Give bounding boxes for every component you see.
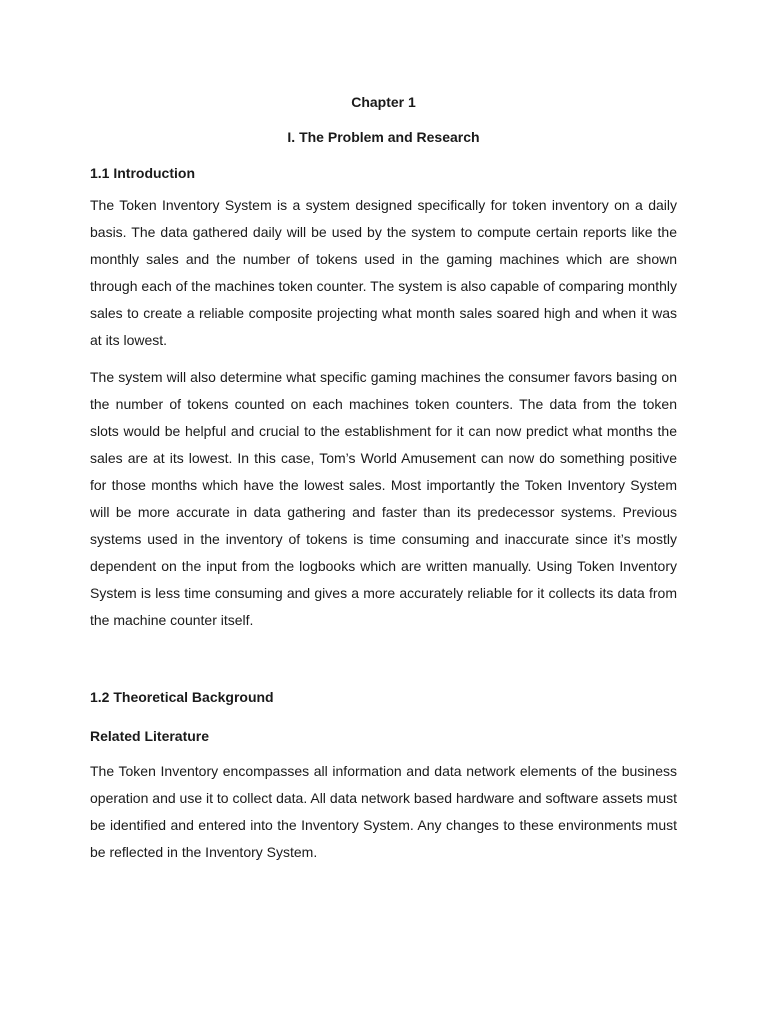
part-title: I. The Problem and Research — [287, 129, 480, 145]
related-literature-paragraph-1: The Token Inventory encompasses all information and data network elements of the business operation and use it to collect data. All data network based hardware and software assets must be identified and entered into the Inventory System. Any changes to these environments must be reflected in the Inventory System. — [90, 763, 677, 860]
section-heading-introduction: 1.1 Introduction — [90, 165, 195, 181]
introduction-paragraph-1: The Token Inventory System is a system designed specifically for token inventory on a daily basis. The data gathered daily will be used by the system to compute certain reports like the monthly sales and the number of tokens used in the gaming machines which are shown through each of the machines token counter. The system is also capable of comparing monthly sales to create a reliable composite projecting what month sales soared high and when it was at its lowest. — [90, 197, 677, 348]
chapter-title: Chapter 1 — [351, 94, 416, 110]
subheading-related-literature: Related Literature — [90, 728, 210, 744]
section-heading-theoretical-background: 1.2 Theoretical Background — [90, 689, 274, 705]
document-body — [90, 92, 677, 866]
introduction-paragraph-2: The system will also determine what specific gaming machines the consumer favors basing on the number of tokens counted on each machines token counters. The data from the token slots would be helpful and crucial to the establishment for it can now predict what months the sales are at its lowest. In this case, Tom’s World Amusement can now do something positive for those months which have the lowest sales. Most importantly the Token Inventory System will be more accurate in data gathering and faster than its predecessor systems. Previous systems used in the inventory of tokens is time consuming and inaccurate since it’s mostly dependent on the input from the logbooks which are written manually. Using Token Inventory System is less time consuming and gives a more accurately reliable for it collects its data from the machine counter itself. — [90, 369, 677, 628]
